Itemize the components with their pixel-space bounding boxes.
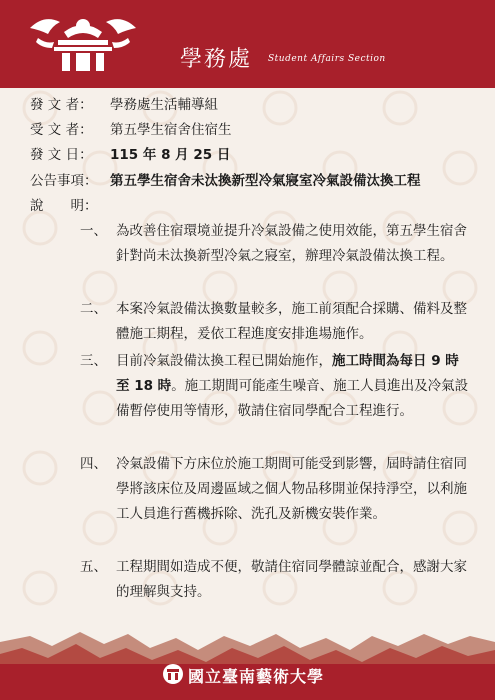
item-number: 四、 — [80, 456, 107, 472]
item-text-continued: 。施工期間可能產生噪音、施工人員進出及冷氣設備暫停使用等情形，敬請住宿同學配合工程進行。 — [116, 378, 469, 419]
meta-subject-value: 第五學生宿舍未汰換新型冷氣寢室冷氣設備汰換工程 — [110, 173, 421, 189]
meta-subject-label: 公告事項： — [30, 173, 98, 189]
meta-recipient-value: 第五學生宿舍住宿生 — [110, 122, 232, 138]
description-item-1 — [80, 219, 470, 269]
meta-description-row — [30, 196, 110, 216]
meta-date-label: 發 文 日： — [30, 147, 93, 163]
meta-date-value: 115 年 8 月 25 日 — [110, 147, 231, 163]
description-item-4 — [80, 452, 470, 527]
meta-description-label: 說 明： — [30, 198, 98, 214]
item-text-group — [116, 349, 470, 424]
header-subtitle: Student Affairs Section — [268, 54, 386, 64]
description-item-3 — [80, 349, 470, 424]
meta-sender-value: 學務處生活輔導組 — [110, 97, 218, 113]
item-text: 本案冷氣設備汰換數量較多，施工前須配合採購、備料及整體施工期程，爰依工程進度安排進場施作。 — [116, 301, 467, 342]
meta-recipient-row — [30, 120, 232, 140]
item-number: 五、 — [80, 559, 107, 575]
item-number: 一、 — [80, 223, 107, 239]
item-number: 三、 — [80, 353, 107, 369]
meta-date-row — [30, 145, 230, 165]
university-name: 國立臺南藝術大學 — [188, 667, 325, 686]
header-banner — [0, 0, 495, 88]
description-item-5 — [80, 555, 470, 605]
item-number: 二、 — [80, 301, 107, 317]
meta-sender-row — [30, 95, 218, 115]
description-item-2 — [80, 297, 470, 347]
school-crest-logo-icon — [24, 8, 142, 80]
item-text: 目前冷氣設備汰換工程已開始施作， — [116, 353, 332, 369]
header-title: 學務處 — [180, 47, 253, 72]
meta-sender-label: 發 文 者： — [30, 97, 93, 113]
meta-recipient-label: 受 文 者： — [30, 122, 93, 138]
item-text: 為改善住宿環境並提升冷氣設備之使用效能，第五學生宿舍針對尚未汰換新型冷氣之寢室，辦理冷氣設備汰換工程。 — [116, 223, 467, 264]
university-logo-icon — [162, 663, 184, 685]
item-text: 冷氣設備下方床位於施工期間可能受到影響，屆時請住宿同學將該床位及周邊區域之個人物品移開並保持淨空，以利施工人員進行舊機拆除、洗孔及新機安裝作業。 — [116, 456, 467, 522]
meta-subject-row — [30, 171, 421, 191]
item-text: 工程期間如造成不便，敬請住宿同學體諒並配合，感謝大家的理解與支持。 — [116, 559, 467, 600]
item-text-emphasis: 施工時間為每日 9 時至 18 時 — [116, 353, 459, 394]
